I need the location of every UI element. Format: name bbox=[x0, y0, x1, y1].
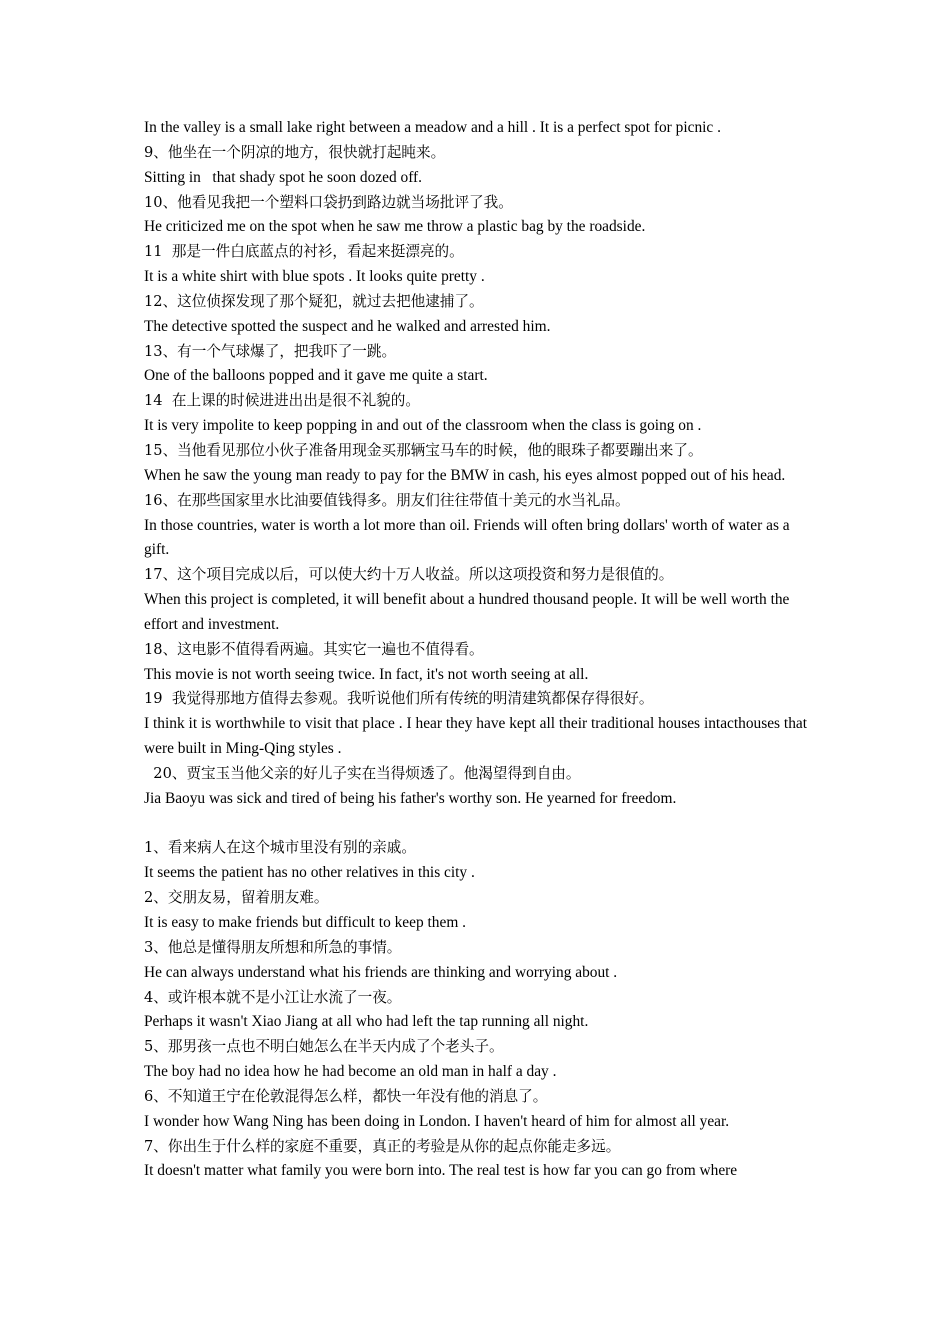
item-b1-chinese: 1、看来病人在这个城市里没有别的亲戚。 bbox=[144, 839, 416, 857]
item-b5-english: The boy had no idea how he had become an old man in half a day . bbox=[144, 1063, 557, 1081]
section-a bbox=[144, 116, 811, 812]
item-b4-chinese: 4、或许根本就不是小江让水流了一夜。 bbox=[144, 988, 402, 1006]
item-b2-english: It is easy to make friends but difficult to keep them . bbox=[144, 914, 466, 931]
item-14-english: It is very impolite to keep popping in and out of the classroom when the class is going on . bbox=[144, 417, 702, 435]
item-11-chinese: 11 那是一件白底蓝点的衬衫，看起来挺漂亮的。 bbox=[144, 243, 464, 261]
item-17-chinese: 17、这个项目完成以后，可以使大约十万人收益。所以这项投资和努力是很值的。 bbox=[144, 566, 674, 584]
item-13-english: One of the balloons popped and it gave me quite a start. bbox=[144, 367, 488, 385]
item-b6-english: I wonder how Wang Ning has been doing in London. I haven't heard of him for almost all year. bbox=[144, 1112, 730, 1130]
section-b bbox=[144, 836, 807, 1184]
item-b1-english: It seems the patient has no other relatives in this city . bbox=[144, 864, 475, 882]
item-10-chinese: 10、他看见我把一个塑料口袋扔到路边就当场批评了我。 bbox=[144, 193, 513, 211]
item-20-chinese: 20、贾宝玉当他父亲的好儿子实在当得烦透了。他渴望得到自由。 bbox=[144, 764, 581, 782]
item-b7-chinese: 7、你出生于什么样的家庭不重要，真正的考验是从你的起点你能走多远。 bbox=[144, 1137, 621, 1155]
document-page bbox=[144, 116, 811, 1184]
item-19-chinese: 19 我觉得那地方值得去参观。我听说他们所有传统的明清建筑都保存得很好。 bbox=[144, 690, 654, 708]
item-15-chinese: 15、当他看见那位小伙子准备用现金买那辆宝马车的时候，他的眼珠子都要蹦出来了。 bbox=[144, 441, 703, 459]
item-15-english: When he saw the young man ready to pay for the BMW in cash, his eyes almost popped out of his head. bbox=[144, 466, 786, 484]
item-b3-english: He can always understand what his friends are thinking and worrying about . bbox=[144, 963, 618, 981]
item-b7-english: It doesn't matter what family you were born into. The real test is how far you can go from where bbox=[144, 1162, 738, 1180]
item-20-english: Jia Baoyu was sick and tired of being his father's worthy son. He yearned for freedom. bbox=[144, 789, 677, 807]
item-10-english: He criticized me on the spot when he saw me throw a plastic bag by the roadside. bbox=[144, 218, 646, 236]
item-17-english: When this project is completed, it will benefit about a hundred thousand people. It will be well worth the effort and investment. bbox=[144, 591, 794, 633]
item-11-english: It is a white shirt with blue spots . It looks quite pretty . bbox=[144, 268, 485, 286]
item-12-english: The detective spotted the suspect and he walked and arrested him. bbox=[144, 317, 551, 335]
item-b3-chinese: 3、他总是懂得朋友所想和所急的事情。 bbox=[144, 938, 402, 956]
item-18-english: This movie is not worth seeing twice. In fact, it's not worth seeing at all. bbox=[144, 665, 589, 683]
item-b5-chinese: 5、那男孩一点也不明白她怎么在半天内成了个老头子。 bbox=[144, 1038, 504, 1056]
item-18-chinese: 18、这电影不值得看两遍。其实它一遍也不值得看。 bbox=[144, 640, 484, 658]
item-9-english: Sitting in that shady spot he soon dozed off. bbox=[144, 168, 423, 186]
section-spacer bbox=[144, 812, 807, 837]
item-13-chinese: 13、有一个气球爆了，把我吓了一跳。 bbox=[144, 342, 397, 360]
item-16-chinese: 16、在那些国家里水比油要值钱得多。朋友们往往带值十美元的水当礼品。 bbox=[144, 491, 630, 509]
item-b2-chinese: 2、交朋友易，留着朋友难。 bbox=[144, 889, 329, 907]
item-9-chinese: 9、他坐在一个阴凉的地方，很快就打起盹来。 bbox=[144, 143, 446, 161]
item-14-chinese: 14 在上课的时候进进出出是很不礼貌的。 bbox=[144, 392, 420, 410]
item-12-chinese: 12、这位侦探发现了那个疑犯，就过去把他逮捕了。 bbox=[144, 292, 484, 310]
item-b4-english: Perhaps it wasn't Xiao Jiang at all who had left the tap running all night. bbox=[144, 1013, 589, 1031]
item-19-english: I think it is worthwhile to visit that place . I hear they have kept all their traditional houses intacthouses that were built in Ming-Qing styles . bbox=[144, 715, 811, 758]
intro-sentence: In the valley is a small lake right between a meadow and a hill . It is a perfect spot for picnic . bbox=[144, 119, 721, 136]
item-b6-chinese: 6、不知道王宁在伦敦混得怎么样，都快一年没有他的消息了。 bbox=[144, 1087, 548, 1105]
item-16-english: In those countries, water is worth a lot more than oil. Friends will often bring dollars' worth of water as a gift. bbox=[144, 516, 794, 559]
